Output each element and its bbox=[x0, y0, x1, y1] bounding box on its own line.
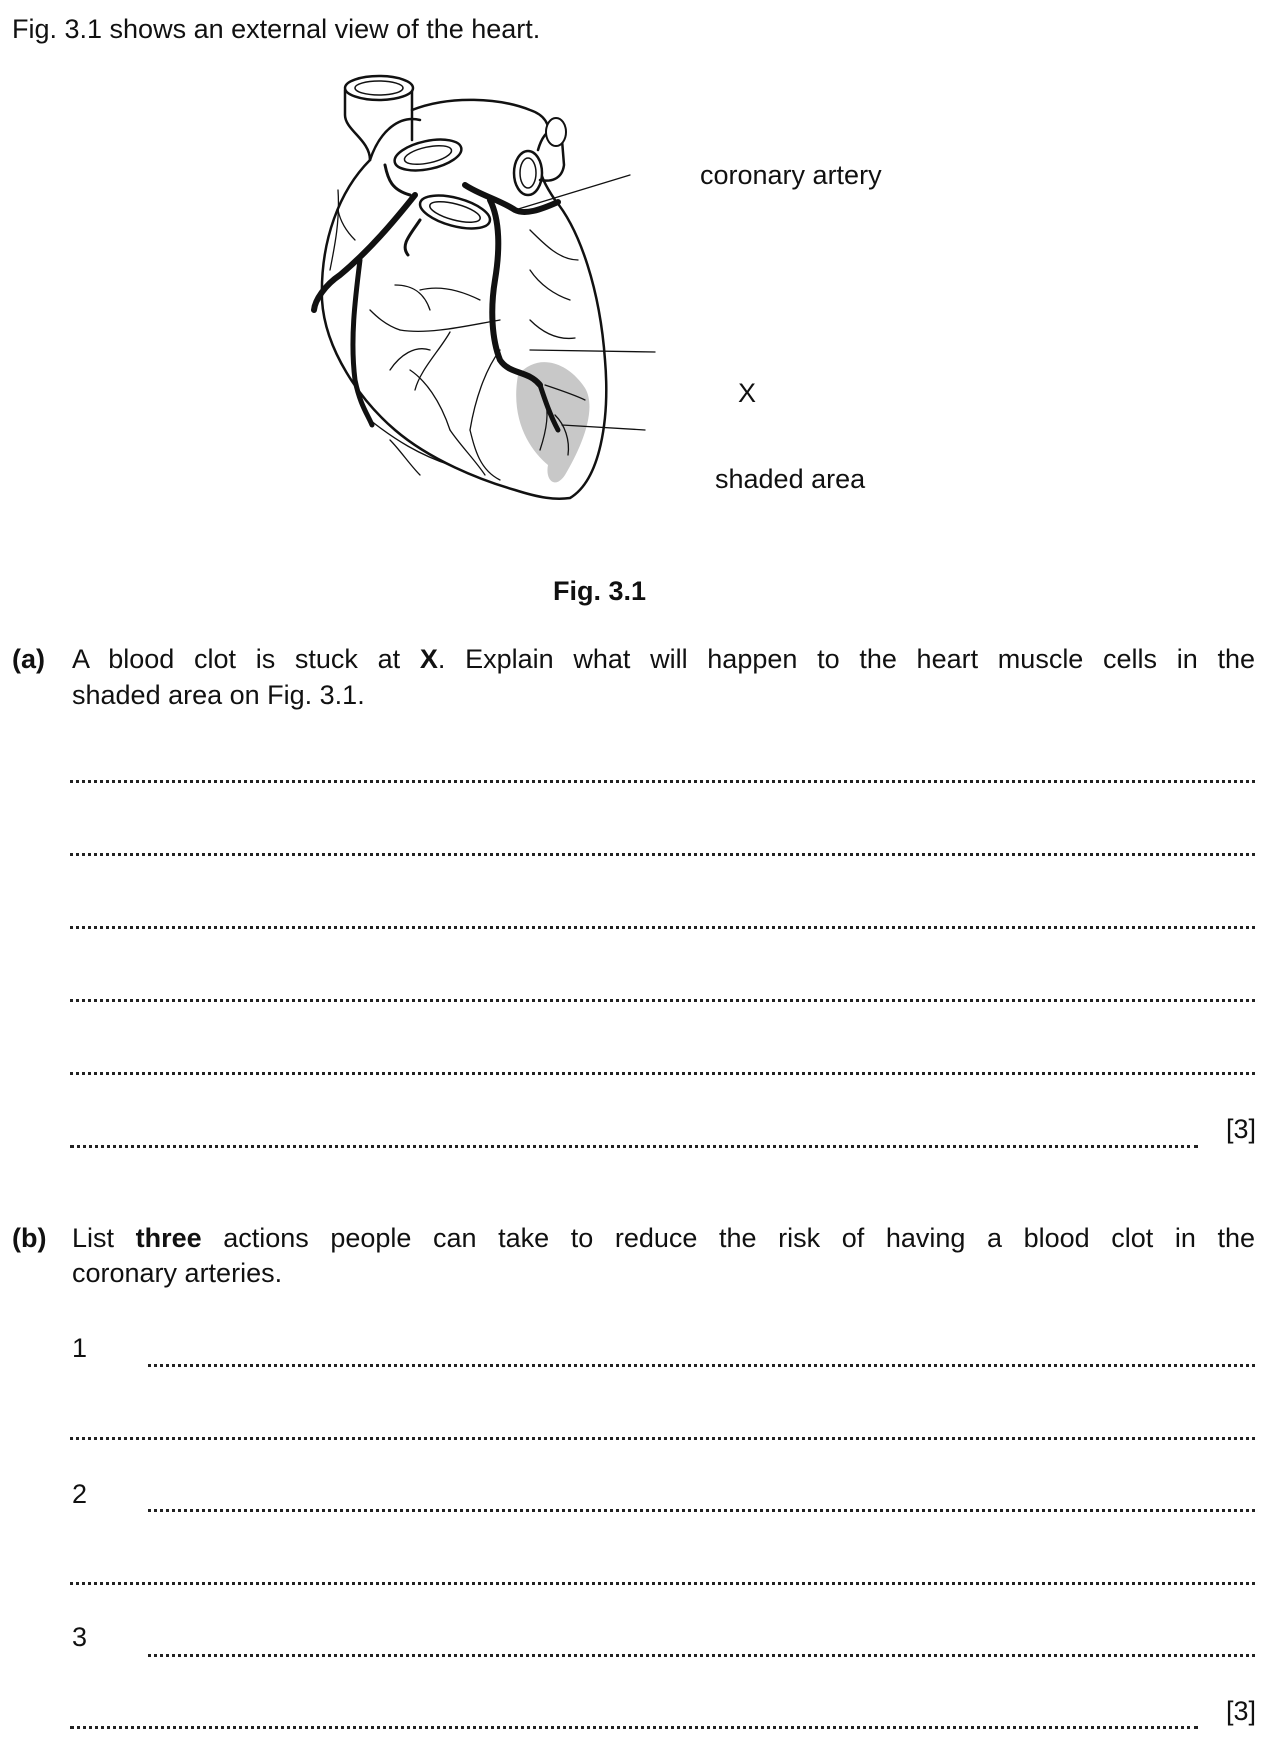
aorta-opening bbox=[392, 134, 464, 176]
part-b-tag: (b) bbox=[12, 1223, 47, 1253]
part-b-question-line2: coronary arteries. bbox=[72, 1258, 283, 1288]
label-coronary-artery: coronary artery bbox=[700, 160, 882, 190]
answer-number-2: 2 bbox=[72, 1479, 88, 1509]
label-x: X bbox=[738, 378, 757, 408]
answer-line-b1-continued[interactable] bbox=[70, 1437, 1255, 1440]
answer-number-3: 3 bbox=[72, 1622, 88, 1652]
part-a-tag: (a) bbox=[12, 644, 45, 674]
answer-line-b3-continued[interactable] bbox=[70, 1726, 1198, 1729]
answer-line-a5[interactable] bbox=[70, 1072, 1255, 1075]
answer-line-a6[interactable] bbox=[70, 1145, 1198, 1148]
part-a-question-line1: A blood clot is stuck at X. Explain what will happen to the heart muscle cells in the bbox=[72, 644, 1256, 674]
answer-line-b2[interactable] bbox=[148, 1509, 1255, 1512]
part-a-marks: [3] bbox=[1226, 1114, 1257, 1144]
part-b-marks: [3] bbox=[1226, 1696, 1257, 1726]
answer-line-a4[interactable] bbox=[70, 999, 1255, 1002]
label-shaded-area: shaded area bbox=[715, 464, 866, 494]
answer-line-b1[interactable] bbox=[148, 1364, 1255, 1367]
leader-x bbox=[530, 350, 655, 352]
answer-line-a2[interactable] bbox=[70, 853, 1255, 856]
answer-line-a1[interactable] bbox=[70, 780, 1255, 783]
figure-caption: Fig. 3.1 bbox=[553, 576, 647, 606]
answer-line-b3[interactable] bbox=[148, 1654, 1255, 1657]
part-b-question-line1: List three actions people can take to reduce the risk of having a blood clot in the bbox=[72, 1223, 1255, 1253]
intro-text: Fig. 3.1 shows an external view of the heart. bbox=[12, 14, 541, 44]
answer-line-b2-continued[interactable] bbox=[70, 1582, 1255, 1585]
part-a-question-line2: shaded area on Fig. 3.1. bbox=[72, 680, 365, 710]
answer-line-a3[interactable] bbox=[70, 926, 1255, 929]
answer-number-1: 1 bbox=[72, 1333, 88, 1363]
